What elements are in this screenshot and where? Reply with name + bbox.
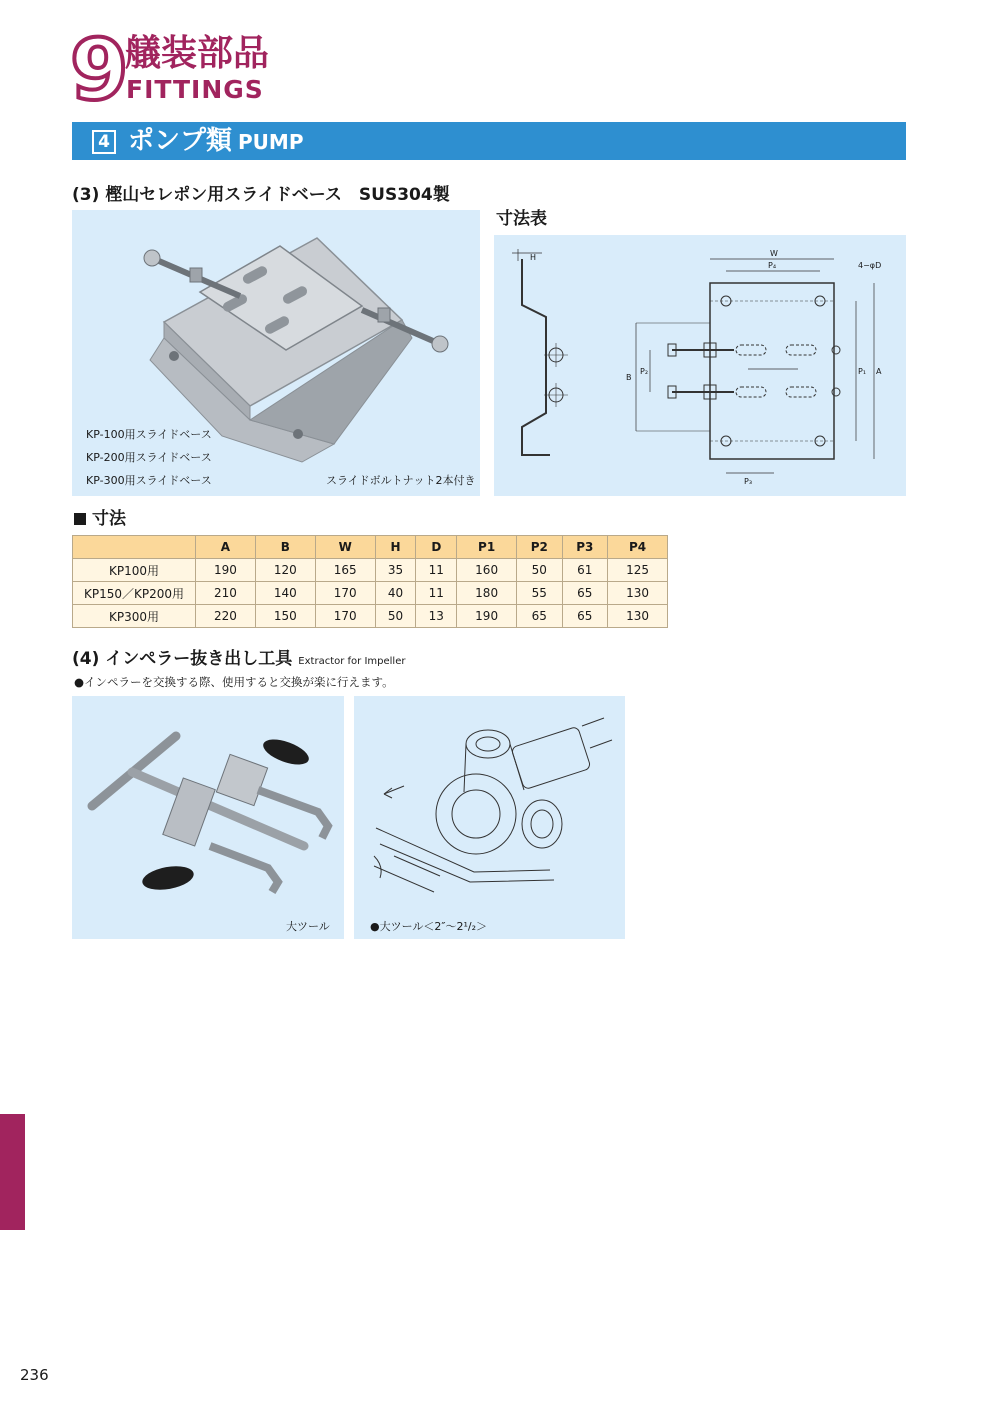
table-cell: 210 <box>196 582 256 605</box>
table-row <box>73 605 668 628</box>
section-title-jp: ポンプ類 <box>128 126 233 156</box>
table-cell: 120 <box>255 559 315 582</box>
table-row <box>73 559 668 582</box>
chapter-title-en: FITTINGS <box>126 75 264 104</box>
pump-drawing-panel <box>354 696 625 939</box>
table-cell: 61 <box>562 559 607 582</box>
caption-kp300: KP-300用スライドベース <box>86 474 212 487</box>
drawing-label-b: B <box>626 373 632 382</box>
table-row <box>73 582 668 605</box>
item4-heading-en: Extractor for Impeller <box>298 656 406 667</box>
item3-heading: (3) 樫山セレポン用スライドベース SUS304製 <box>72 185 450 205</box>
table-header-row <box>73 536 668 559</box>
header-cell: H <box>375 536 416 559</box>
caption-large-tool-size: ●大ツール＜2″〜2¹/₂＞ <box>370 920 488 933</box>
table-cell: 65 <box>562 605 607 628</box>
table-cell: 170 <box>315 582 375 605</box>
table-cell: 160 <box>457 559 517 582</box>
table-cell: 65 <box>517 605 562 628</box>
section-title-en: PUMP <box>238 130 304 154</box>
caption-kp100: KP-100用スライドベース <box>86 428 212 441</box>
pump-drawing <box>354 696 625 939</box>
item4-note: ●インペラーを交換する際、使用すると交換が楽に行えます。 <box>74 675 394 689</box>
chapter-title-jp: 艤装部品 <box>125 33 270 74</box>
table-cell: 11 <box>416 582 457 605</box>
drawing-label-p3: P₃ <box>744 477 753 486</box>
header-cell: P4 <box>608 536 668 559</box>
section-title <box>128 125 303 158</box>
caption-kp200: KP-200用スライドベース <box>86 451 212 464</box>
header-cell: D <box>416 536 457 559</box>
chapter-number: 9 <box>70 21 127 119</box>
header-cell: P3 <box>562 536 607 559</box>
table-cell: 65 <box>562 582 607 605</box>
table-cell: 170 <box>315 605 375 628</box>
table-cell: 220 <box>196 605 256 628</box>
table-cell: KP300用 <box>73 605 196 628</box>
table-cell: 13 <box>416 605 457 628</box>
table-cell: 125 <box>608 559 668 582</box>
header-cell: A <box>196 536 256 559</box>
dimension-table-heading: 寸法表 <box>496 209 547 229</box>
table-cell: 180 <box>457 582 517 605</box>
header-cell <box>73 536 196 559</box>
table-cell: 165 <box>315 559 375 582</box>
section-number: 4 <box>92 130 116 154</box>
table-cell: 11 <box>416 559 457 582</box>
table-cell: 55 <box>517 582 562 605</box>
item4-heading-jp: (4) インペラー抜き出し工具 <box>72 649 293 669</box>
page-number: 236 <box>20 1366 49 1384</box>
chapter-side-tab <box>0 1114 25 1230</box>
table-cell: 50 <box>375 605 416 628</box>
square-bullet-icon <box>74 513 86 525</box>
table-cell: 190 <box>196 559 256 582</box>
table-cell: 190 <box>457 605 517 628</box>
table-cell: 40 <box>375 582 416 605</box>
bolt-note: スライドボルトナット2本付き <box>326 474 476 487</box>
drawing-label-w: W <box>770 249 778 258</box>
dims-table <box>72 535 668 628</box>
drawing-label-p4: P₄ <box>768 261 777 270</box>
header-cell: P1 <box>457 536 517 559</box>
table-cell: 140 <box>255 582 315 605</box>
extractor-photo-panel <box>72 696 344 939</box>
item4-heading <box>72 648 405 673</box>
dims-heading-text: 寸法 <box>92 509 126 529</box>
drawing-label-p2: P₂ <box>640 367 649 376</box>
table-cell: 35 <box>375 559 416 582</box>
drawing-label-d: 4−φD <box>858 261 882 270</box>
table-cell: 130 <box>608 582 668 605</box>
extractor-photo <box>72 696 344 939</box>
header-cell: B <box>255 536 315 559</box>
table-cell: KP150／KP200用 <box>73 582 196 605</box>
table-cell: 130 <box>608 605 668 628</box>
drawing-label-p1: P₁ <box>858 367 867 376</box>
table-cell: 50 <box>517 559 562 582</box>
header-cell: W <box>315 536 375 559</box>
header-cell: P2 <box>517 536 562 559</box>
drawing-label-a: A <box>876 367 882 376</box>
dims-heading <box>74 508 126 530</box>
table-cell: KP100用 <box>73 559 196 582</box>
caption-large-tool: 大ツール <box>286 920 330 933</box>
dimension-drawing-panel <box>494 235 906 496</box>
table-cell: 150 <box>255 605 315 628</box>
drawing-label-h: H <box>530 253 537 262</box>
dimension-drawing <box>494 235 906 496</box>
